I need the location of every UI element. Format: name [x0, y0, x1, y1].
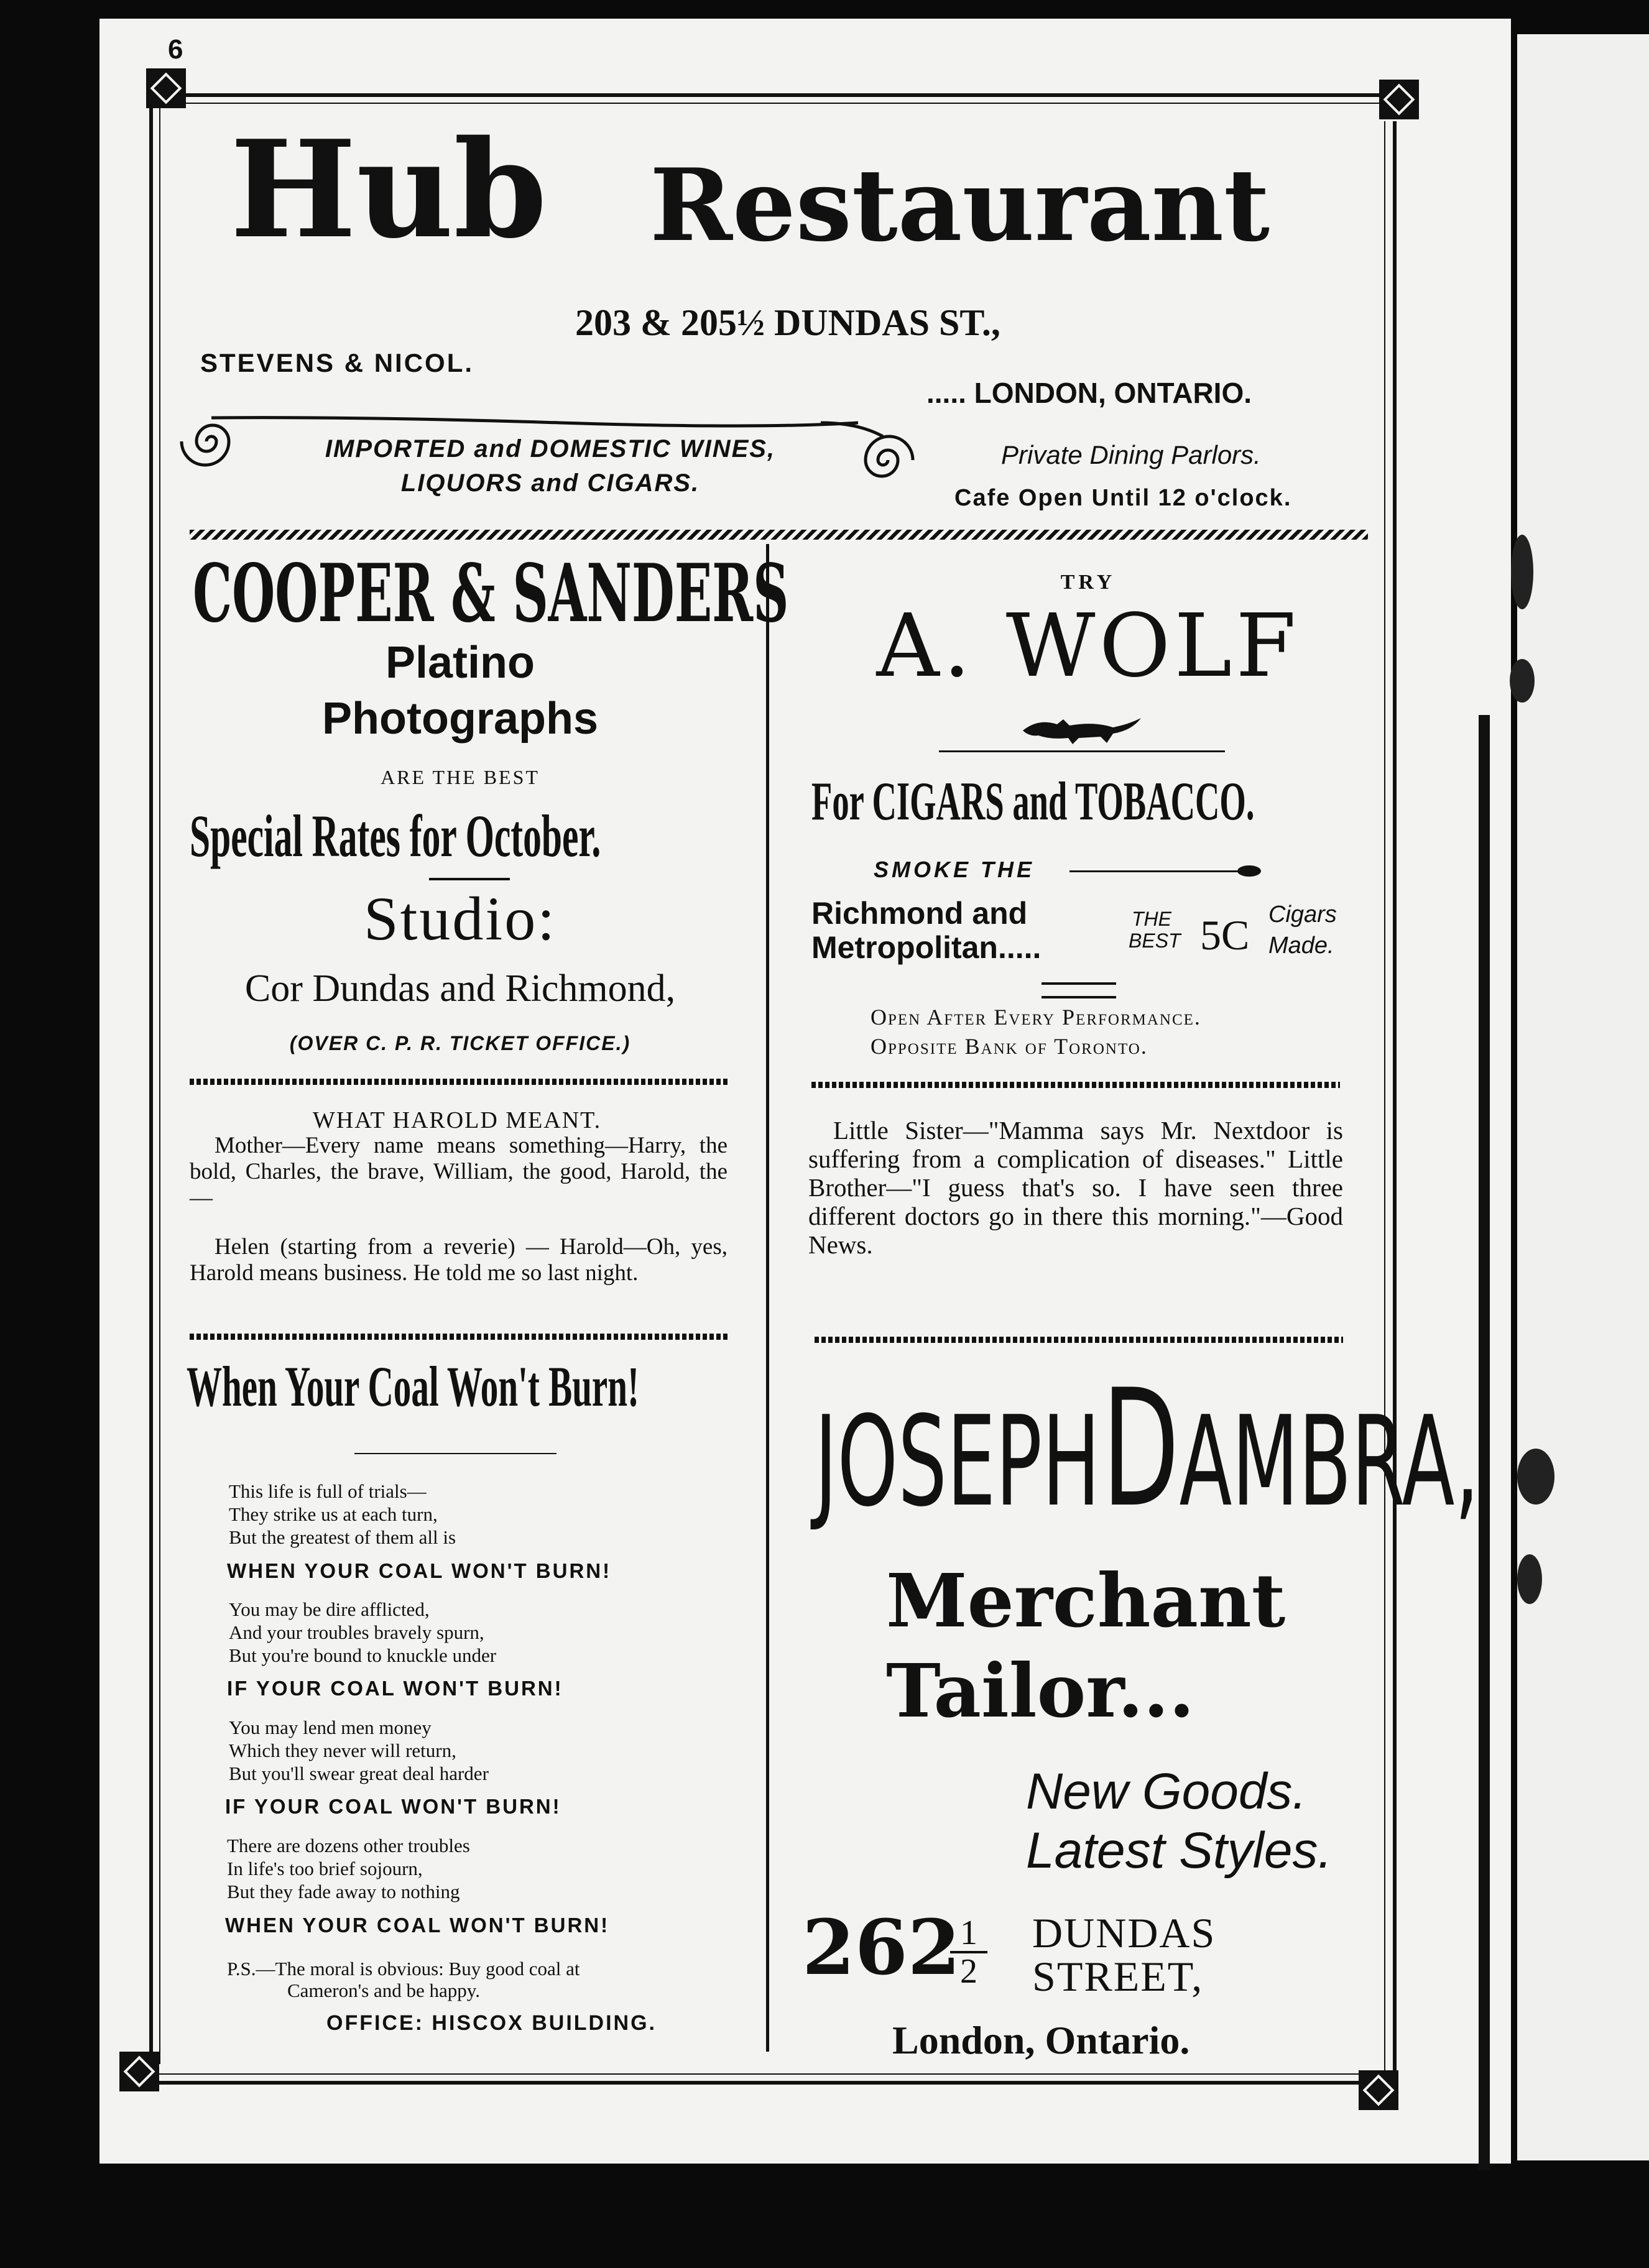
corner-ornament — [1359, 2070, 1398, 2110]
corner-ornament — [146, 68, 186, 108]
coal-verse-4 — [227, 1834, 470, 1903]
column-divider — [766, 544, 769, 2052]
corner-ornament — [119, 2052, 159, 2091]
adjacent-page — [1517, 34, 1649, 2160]
verse-line: But the greatest of them all is — [229, 1526, 456, 1548]
dambra-initial: D — [1102, 1355, 1180, 1543]
cooper-best: ARE THE BEST — [381, 766, 540, 788]
wolf-try: TRY — [1060, 571, 1116, 594]
fraction-numerator: 1 — [950, 1915, 987, 1953]
verse-line: This life is full of trials— — [229, 1480, 427, 1502]
wolf-open: Open After Every Performance. — [871, 1005, 1201, 1030]
frame-bottom-inner — [155, 2073, 1374, 2075]
hub-wines-line1: IMPORTED and DOMESTIC WINES, — [325, 435, 776, 463]
page-number: 6 — [168, 34, 183, 65]
dambra-merchant: Merchant — [886, 1557, 1286, 1644]
dotted-divider — [190, 1334, 728, 1340]
corner-ornament — [1379, 80, 1419, 119]
dambra-first: JOSEPH — [815, 1390, 1101, 1534]
wolf-cigars2: Made. — [1268, 933, 1334, 959]
verse-line: Which they never will return, — [229, 1740, 456, 1761]
frame-right — [1393, 121, 1397, 2073]
dambra-name — [815, 1355, 1649, 1543]
dambra-number: 262 — [802, 1902, 961, 1992]
frame-left-inner — [159, 106, 160, 2064]
dotted-divider — [190, 1079, 728, 1085]
dambra-fraction — [950, 1915, 987, 1989]
dambra-city: London, Ontario. — [892, 2018, 1190, 2062]
coal-refrain-2: IF YOUR COAL WON'T BURN! — [227, 1677, 563, 1700]
dambra-street1: DUNDAS — [1032, 1909, 1216, 1957]
wolf-cigars1: Cigars — [1268, 901, 1337, 928]
verse-line: There are dozens other troubles — [227, 1835, 470, 1856]
coal-verse-2 — [229, 1598, 496, 1667]
coal-refrain-4: WHEN YOUR COAL WON'T BURN! — [225, 1914, 610, 1937]
sister-text: Little Sister—"Mamma says Mr. Nextdoor is suffering from a complication of diseases." Little Brother—"I guess that's so. I have seen three different doctors go in there this morning."—Good News. — [808, 1116, 1343, 1259]
frame-top — [163, 93, 1382, 97]
coal-verse-3 — [229, 1716, 489, 1785]
harold-p2: Helen (starting from a reverie) — Harold—Oh, yes, Harold means business. He told me so last night. — [190, 1234, 728, 1286]
verse-line: They strike us at each turn, — [229, 1503, 438, 1525]
verse-line: But you'll swear great deal harder — [229, 1763, 489, 1784]
wolf-double-rule — [1042, 982, 1116, 998]
verse-line: In life's too brief sojourn, — [227, 1858, 423, 1879]
frame-top-inner — [163, 103, 1382, 104]
ink-blot — [1511, 535, 1533, 609]
coal-ps-line2: Cameron's and be happy. — [287, 1980, 481, 2001]
cooper-photographs: Photographs — [322, 694, 598, 744]
wolf-brand2: Metropolitan..... — [811, 930, 1042, 965]
wolf-for: For CIGARS and TOBACCO. — [811, 772, 1255, 832]
hub-title: Hub — [230, 111, 547, 268]
wolf-opposite: Opposite Bank of Toronto. — [871, 1034, 1148, 1059]
wolf-price: 5C — [1200, 911, 1250, 959]
coal-refrain-1: WHEN YOUR COAL WON'T BURN! — [227, 1559, 612, 1582]
harold-p1: Mother—Every name means something—Harry, the bold, Charles, the brave, William, the good, Harold, the — — [190, 1133, 728, 1210]
coal-office: OFFICE: HISCOX BUILDING. — [326, 2011, 657, 2035]
hub-proprietors: STEVENS & NICOL. — [200, 348, 474, 377]
wolf-brand1: Richmond and — [811, 896, 1028, 931]
harold-title: WHAT HAROLD MEANT. — [312, 1107, 602, 1133]
fraction-denominator: 2 — [960, 1952, 977, 1991]
wolf-rule — [939, 750, 1225, 752]
cooper-rule — [429, 878, 510, 880]
hub-cafe: Cafe Open Until 12 o'clock. — [954, 485, 1292, 511]
dotted-divider — [811, 1082, 1340, 1088]
hub-wines-line2: LIQUORS and CIGARS. — [400, 469, 700, 497]
ink-blot — [1510, 659, 1535, 703]
dambra-goods: New Goods. — [1026, 1763, 1307, 1820]
cooper-special: Special Rates for October. — [190, 803, 601, 869]
verse-line: And your troubles bravely spurn, — [229, 1621, 484, 1643]
dambra-styles: Latest Styles. — [1026, 1822, 1333, 1879]
frame-left — [149, 106, 153, 2064]
coal-rule — [354, 1453, 557, 1454]
cooper-studio: Studio: — [364, 884, 557, 953]
wolf-smoke: SMOKE THE — [874, 857, 1035, 882]
verse-line: You may lend men money — [229, 1717, 432, 1738]
coal-verse-1 — [229, 1480, 456, 1549]
fox-icon — [1020, 706, 1144, 749]
restaurant-title: Restaurant — [650, 147, 1270, 264]
dotted-divider — [815, 1337, 1343, 1343]
wolf-arrow — [1069, 870, 1244, 872]
frame-bottom — [155, 2081, 1374, 2085]
verse-line: You may be dire afflicted, — [229, 1598, 430, 1620]
hub-address: 203 & 205½ DUNDAS ST., — [575, 302, 1000, 343]
dambra-last: AMBRA, — [1179, 1390, 1479, 1534]
coal-ps-line1: P.S.—The moral is obvious: Buy good coal at — [227, 1958, 580, 1980]
coal-refrain-3: IF YOUR COAL WON'T BURN! — [225, 1795, 561, 1818]
wolf-best2: BEST — [1129, 929, 1181, 952]
hub-city: ..... LONDON, ONTARIO. — [926, 377, 1252, 409]
wolf-name: A. WOLF — [876, 596, 1300, 697]
coal-title: When Your Coal Won't Burn! — [187, 1355, 639, 1418]
wolf-best1: THE — [1132, 908, 1171, 930]
ink-blot — [1517, 1554, 1542, 1604]
verse-line: But they fade away to nothing — [227, 1881, 460, 1902]
hub-dining: Private Dining Parlors. — [1001, 440, 1261, 469]
cooper-name: COOPER & SANDERS — [193, 547, 789, 640]
frame-right-inner — [1384, 121, 1385, 2073]
dambra-street2: STREET, — [1032, 1953, 1204, 2000]
dambra-tailor: Tailor... — [886, 1648, 1194, 1734]
cooper-corner: Cor Dundas and Richmond, — [244, 967, 676, 1010]
verse-line: But you're bound to knuckle under — [229, 1644, 497, 1666]
cooper-platino: Platino — [385, 638, 535, 688]
cooper-office: (OVER C. P. R. TICKET OFFICE.) — [289, 1032, 631, 1054]
rope-divider — [190, 530, 1368, 540]
wolf-arrow-head — [1237, 865, 1261, 877]
